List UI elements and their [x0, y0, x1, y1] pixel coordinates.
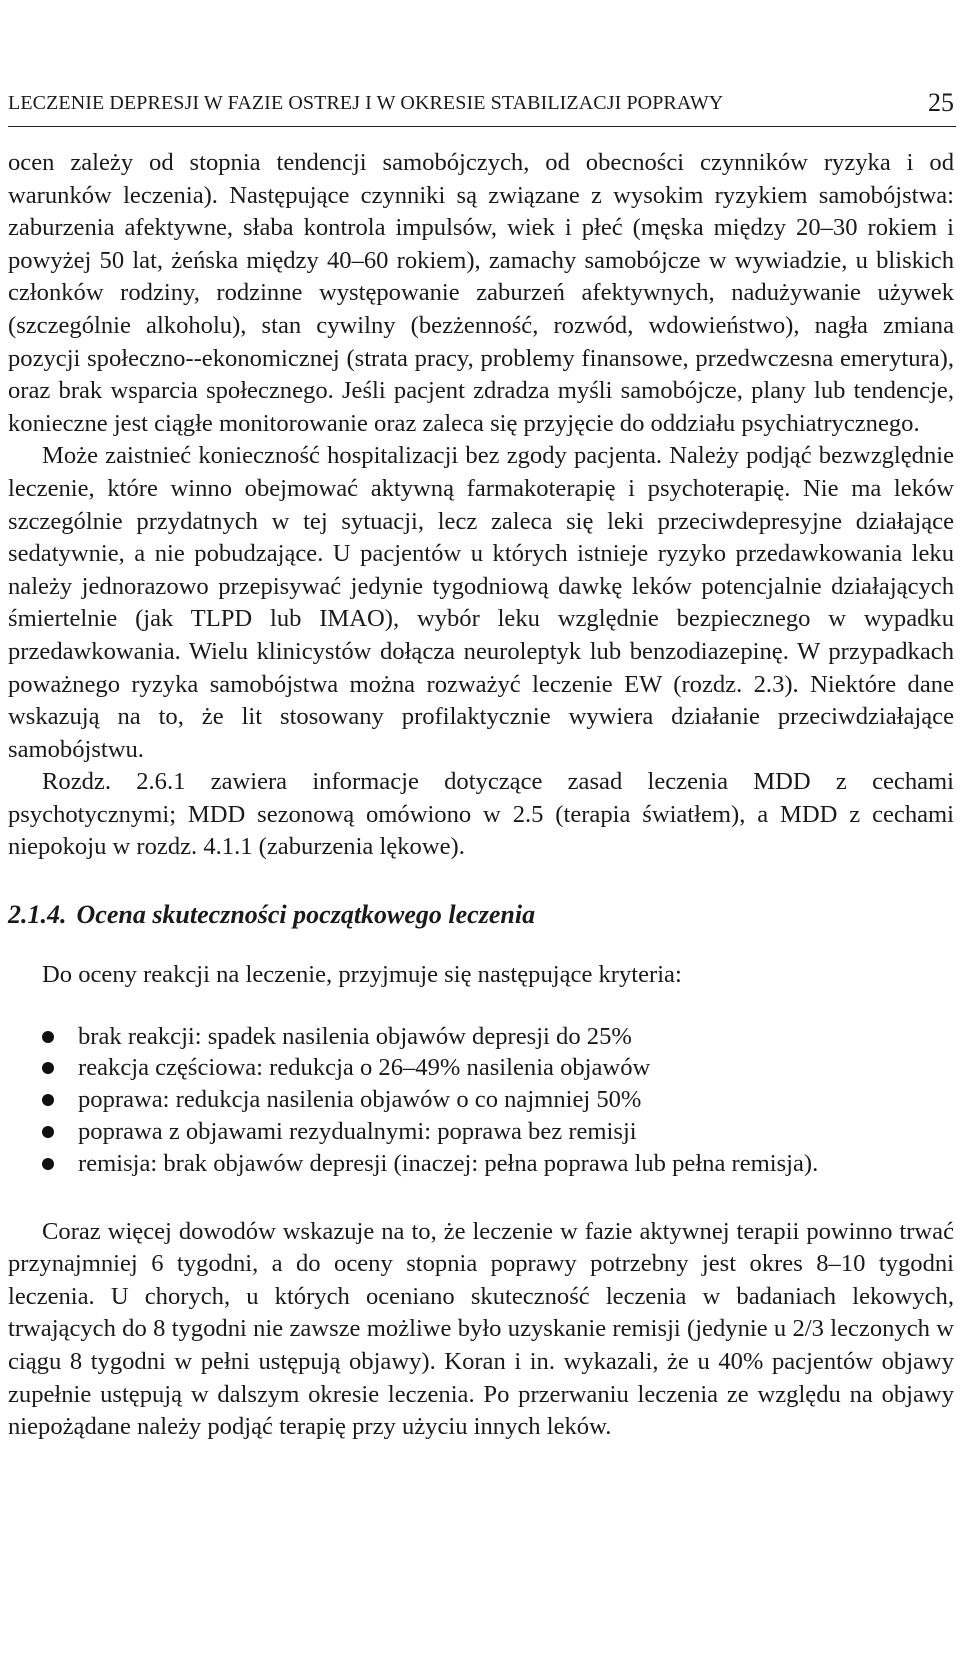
paragraph-treatment-duration: Coraz więcej dowodów wskazuje na to, że leczenie w fazie aktywnej terapii powinno trwać przynajmniej 6 tygodni, a do oceny stopnia poprawy potrzebny jest okres 8–10 tygodni leczenia. U chorych, u których oceniano skuteczność leczenia w badaniach lekowych, trwających do 8 tygodni nie zawsze możliwe było uzyskanie remisji (jedynie u 2/3 leczonych w ciągu 8 tygodni w pełni ustępują objawy). Koran i in. wykazali, że u 40% pacjentów objawy zupełnie ustępują w dalszym okresie leczenia. Po przerwaniu leczenia ze względu na objawy niepożądane należy podjąć terapię przy użyciu innych leków.	[8, 1217, 954, 1441]
page-body	[8, 147, 954, 1444]
criterion-text: brak reakcji: spadek nasilenia objawów depresji do 25%	[78, 1022, 632, 1050]
bullet-icon	[42, 1126, 54, 1138]
criterion-text: reakcja częściowa: redukcja o 26–49% nasilenia objawów	[78, 1054, 651, 1082]
criteria-list	[8, 1021, 954, 1180]
bullet-icon	[42, 1031, 54, 1043]
bullet-icon	[42, 1158, 54, 1170]
list-item	[8, 1052, 954, 1084]
criterion-text: poprawa z objawami rezydualnymi: poprawa bez remisji	[78, 1118, 637, 1146]
criteria-intro: Do oceny reakcji na leczenie, przyjmuje się następujące kryteria:	[42, 961, 682, 989]
list-item	[8, 1021, 954, 1053]
running-header	[8, 88, 956, 127]
bullet-icon	[42, 1062, 54, 1074]
page-number: 25	[928, 88, 954, 117]
criterion-text: poprawa: redukcja nasilenia objawów o co najmniej 50%	[78, 1086, 642, 1114]
criterion-text: remisja: brak objawów depresji (inaczej: pełna poprawa lub pełna remisja).	[78, 1149, 819, 1177]
section-title: Ocena skuteczności początkowego leczenia	[76, 900, 536, 930]
bullet-icon	[42, 1094, 54, 1106]
list-item	[8, 1084, 954, 1116]
paragraph-hospitalization: Może zaistnieć konieczność hospitalizacji bez zgody pacjenta. Należy podjąć bezwzględnie leczenie, które winno obejmować aktywną farmakoterapię i psychoterapię. Nie ma leków szczególnie przydatnych w tej sytuacji, lecz zaleca się leki przeciwdepresyjne działające sedatywnie, a nie pobudzające. U pacjentów u których istnieje ryzyko przedawkowania leku należy jednorazowo przepisywać jedynie tygodniową dawkę leków potencjalnie działających śmiertelnie (jak TLPD lub IMAO), wybór leku względnie bezpiecznego w wypadku przedawkowania. Wielu klinicystów dołącza neuroleptyk lub benzodiazepinę. W przypadkach poważnego ryzyka samobójstwa można rozważyć leczenie EW (rozdz. 2.3). Niektóre dane wskazują na to, że lit stosowany profilaktycznie wywiera działanie przeciwdziałające samobójstwu.	[8, 442, 954, 763]
paragraph-chapter-references: Rozdz. 2.6.1 zawiera informacje dotyczące zasad leczenia MDD z cechami psychotycznymi; MDD sezonową omówiono w 2.5 (terapia światłem), a MDD z cechami niepokoju w rozdz. 4.1.1 (zaburzenia lękowe).	[8, 768, 954, 861]
paragraph-suicide-risk-factors: ocen zależy od stopnia tendencji samobójczych, od obecności czynników ryzyka i od warunków leczenia). Następujące czynniki są związane z wysokim ryzykiem samobójstwa: zaburzenia afektywne, słaba kontrola impulsów, wiek i płeć (męska między 20–30 rokiem i powyżej 50 lat, żeńska między 40–60 rokiem), zamachy samobójcze w wywiadzie, u bliskich członków rodziny, rodzinne występowanie zaburzeń afektywnych, nadużywanie używek (szczególnie alkoholu), stan cywilny (bezżenność, rozwód, wdowieństwo), nagła zmiana pozycji społeczno--ekonomicznej (strata pracy, problemy finansowe, przedwczesna emerytura), oraz brak wsparcia społecznego. Jeśli pacjent zdradza myśli samobójcze, plany lub tendencje, konieczne jest ciągłe monitorowanie oraz zaleca się przyjęcie do oddziału psychiatrycznego.	[8, 149, 954, 437]
list-item	[8, 1148, 954, 1180]
section-heading	[8, 898, 954, 932]
section-number: 2.1.4.	[8, 900, 67, 930]
list-item	[8, 1116, 954, 1148]
running-title: LECZENIE DEPRESJI W FAZIE OSTREJ I W OKRESIE STABILIZACJI POPRAWY	[8, 92, 724, 114]
